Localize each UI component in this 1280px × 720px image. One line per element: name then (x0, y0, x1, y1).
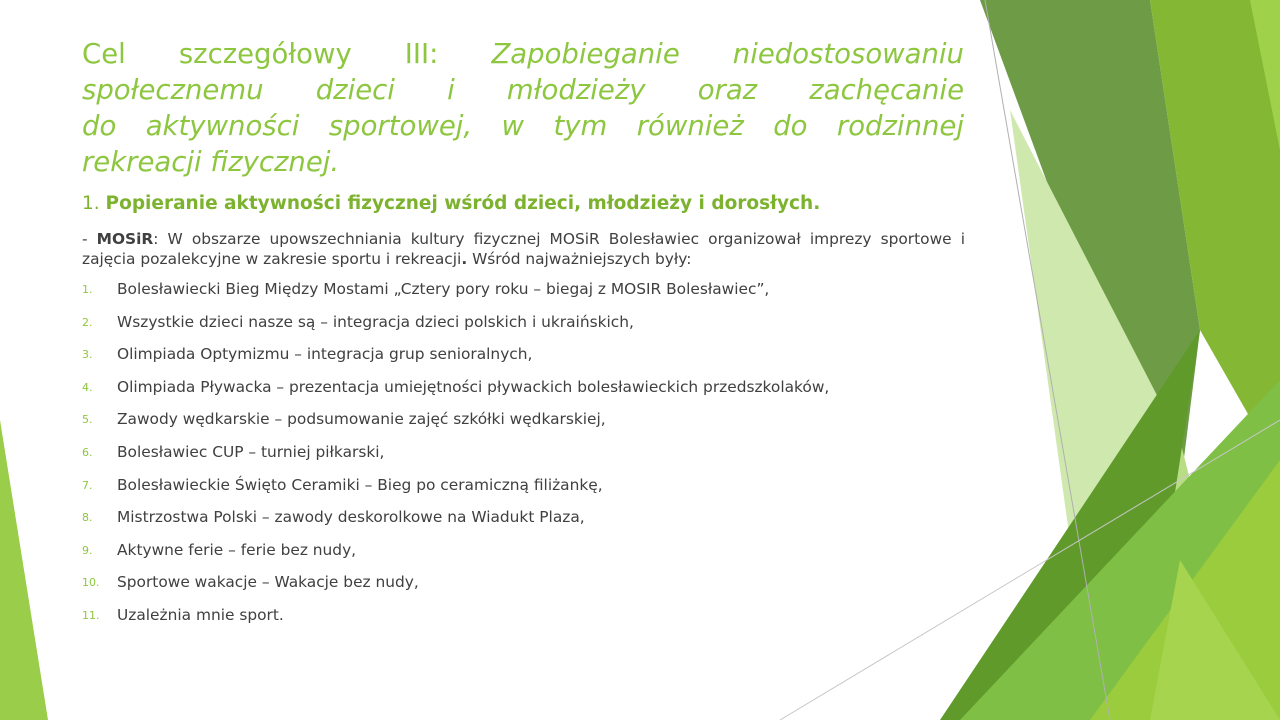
list-item-number: 11. (82, 609, 100, 622)
subheading-number: 1. (82, 193, 100, 214)
list-item-number: 2. (82, 315, 93, 329)
list-item-number: 4. (82, 380, 93, 394)
list-item-number: 8. (82, 511, 93, 525)
list-item-text: Bolesławiec CUP – turniej piłkarski, (117, 443, 385, 461)
list-item-text: Bolesławieckie Święto Ceramiki – Bieg po ceramiczną filiżankę, (117, 475, 603, 494)
title-line-1: Cel szczegółowy III: Zapobieganie niedostosowaniu (82, 38, 964, 70)
list-item-number: 10. (82, 576, 100, 590)
list-item-text: Aktywne ferie – ferie bez nudy, (117, 540, 357, 559)
list-item-text: Olimpiada Pływacka – prezentacja umiejętności pływackich bolesławieckich przedszkolaków, (117, 377, 830, 396)
list-item-text: Olimpiada Optymizmu – integracja grup senioralnych, (117, 345, 533, 364)
slide-title (82, 36, 964, 180)
list-item-text: Zawody wędkarskie – podsumowanie zajęć szkółki wędkarskiej, (117, 410, 606, 429)
list-item-number: 9. (82, 543, 93, 557)
title-line-2: społecznemu dzieci i młodzieży oraz zachęcanie (82, 74, 964, 106)
list-item-number: 5. (82, 413, 93, 427)
org-name: MOSiR (96, 230, 154, 248)
subheading-text: Popieranie aktywności fizycznej wśród dzieci, młodzieży i dorosłych. (105, 193, 821, 214)
section-subheading (82, 193, 982, 214)
list-item-text: Bolesławiecki Bieg Między Mostami „Cztery pory roku – biegaj z MOSIR Bolesławiec”, (117, 280, 770, 298)
list-item-number: 1. (82, 283, 93, 296)
list-item-text: Uzależnia mnie sport. (117, 606, 284, 624)
list-item-number: 6. (82, 446, 93, 459)
title-line-3: do aktywności sportowej, w tym również do rodzinnej (82, 110, 964, 142)
title-line-4: rekreacji fizycznej. (82, 146, 340, 178)
list-item-text: Mistrzostwa Polski – zawody deskorolkowe na Wiadukt Plaza, (117, 508, 585, 527)
intro-paragraph: - MOSiR: W obszarze upowszechniania kultury fizycznej MOSiR Bolesławiec organizował imprezy sportowe i zajęcia pozalekcyjne w zakresie sportu i rekreacji. Wśród najważniejszych były: (82, 230, 965, 268)
list-item-text: Sportowe wakacje – Wakacje bez nudy, (117, 573, 419, 592)
list-item-text: Wszystkie dzieci nasze są – integracja dzieci polskich i ukraińskich, (117, 312, 634, 331)
list-item-number: 7. (82, 478, 93, 492)
list-item-number: 3. (82, 348, 93, 362)
left-edge-triangle (0, 420, 48, 720)
